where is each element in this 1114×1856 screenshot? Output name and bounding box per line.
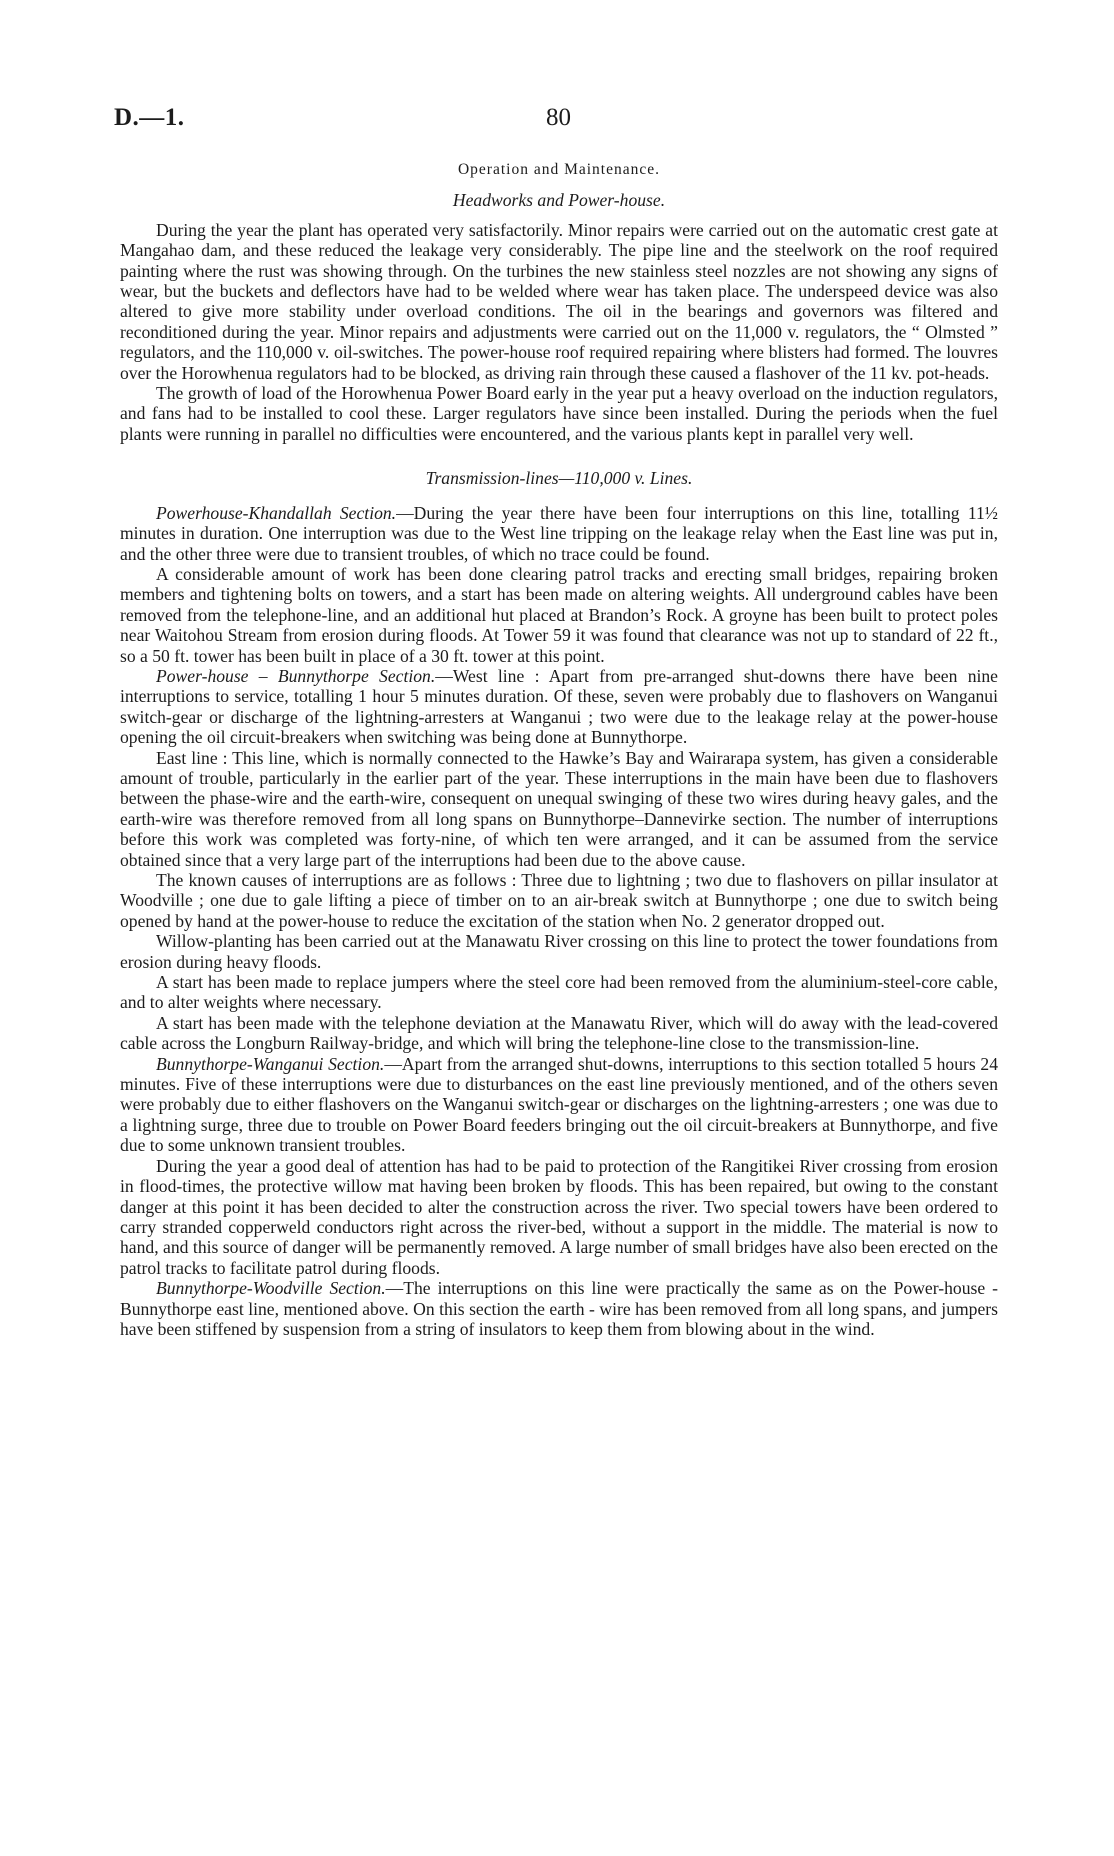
section-title: Operation and Maintenance. [457,161,661,178]
transmission-heading: Transmission-lines—110,000 v. Lines. [425,468,693,489]
bunnythorpe-section-title: Power-house – Bunnythorpe Section. [156,665,436,686]
wanganui-section-title: Bunnythorpe-Wanganui Section. [156,1053,385,1074]
page-body [120,160,998,1339]
woodville-section-title: Bunnythorpe-Woodville Section. [156,1278,386,1299]
khandallah-text: —During the year there have been four interruptions on this line, totalling 11½ minutes in duration. One interruption was due to the West line tripping on the leakage relay when the East line was put in, and the other three were due to transient troubles, of which no trace could be found. [120,502,998,564]
wanganui-paragraph [120,1054,998,1156]
jumpers-paragraph: A start has been made to replace jumpers where the steel core had been removed from the aluminium-steel-core cable, and to alter weights where necessary. [120,972,998,1013]
page-number: 80 [546,104,571,131]
khandallah-work-paragraph: A considerable amount of work has been done clearing patrol tracks and erecting small bridges, repairing broken members and tightening bolts on towers, and a start has been made on altering weights. All underground cables have been removed from the telephone-line, and an additional hut placed at Brandon’s Rock. A groyne has been built to protect poles near Waitohou Stream from erosion during floods. At Tower 59 it was found that clearance was not up to standard of 22 ft., so a 50 ft. tower has been built in place of a 30 ft. tower at this point. [120,563,998,666]
woodville-paragraph [120,1278,998,1339]
east-line-paragraph: East line : This line, which is normally connected to the Hawke’s Bay and Wairarapa system, has given a considerable amount of trouble, particularly in the earlier part of the year. These interruptions in the main have been due to flashovers between the phase-wire and the earth-wire, consequent on unequal swinging of these two wires during heavy gales, and the earth-wire was therefore removed from all long spans on Bunnythorpe–Dannevirke section. The number of interruptions before this work was completed was forty-nine, of which ten were arranged, and it can be assumed from the service obtained since that a very large part of the interruptions had been due to the above cause. [120,747,998,870]
document-reference: D.—1. [114,104,185,131]
woodville-text: —The interruptions on this line were practically the same as on the Power-house - Bunnythorpe east line, mentioned above. On this section the earth - wire has been removed from all long spans, and jumpers have been stiffened by suspension from a string of insulators to keep them from blowing about in the wind. [120,1278,998,1339]
bunnythorpe-text: —West line : Apart from pre-arranged shut-downs there have been nine interruptions to service, totalling 1 hour 5 minutes duration. Of these, seven were probably due to flashovers on Wanganui switch-gear or discharge of the lightning-arresters at Wanganui ; two were due to the leakage relay at the power-house opening the oil circuit-breakers when switching was being done at Bunnythorpe. [120,665,998,748]
willow-planting-paragraph: Willow-planting has been carried out at the Manawatu River crossing on this line to protect the tower foundations from erosion during heavy floods. [120,931,998,972]
telephone-deviation-paragraph: A start has been made with the telephone deviation at the Manawatu River, which will do away with the lead-covered cable across the Longburn Railway-bridge, and which will bring the telephone-line close to the transmission-line. [120,1012,998,1054]
interruption-causes-paragraph: The known causes of interruptions are as follows : Three due to lightning ; two due to flashovers on pillar insulator at Woodville ; one due to gale lifting a piece of timber on to an air-break switch at Bunnythorpe ; one due to switch being opened by hand at the power-house to reduce the excitation of the station when No. 2 generator dropped out. [120,870,998,931]
khandallah-paragraph [120,503,998,564]
headworks-paragraph: The growth of load of the Horowhenua Power Board early in the year put a heavy overload on the induction regulators, and fans had to be installed to cool these. Larger regulators have since been installed. During the periods when the fuel plants were running in parallel no difficulties were encountered, and the various plants kept in parallel very well. [120,383,998,444]
wanganui-text: —Apart from the arranged shut-downs, interruptions to this section totalled 5 hours 24 minutes. Five of these interruptions were due to disturbances on the east line previously mentioned, and of the others seven were probably due to either flashovers on the Wanganui switch-gear or discharges on the lightning-arresters ; one was due to a lightning surge, three due to trouble on Power Board feeders bringing out the oil circuit-breakers at Bunnythorpe, and five due to some unknown transient troubles. [120,1053,999,1156]
rangitikei-paragraph: During the year a good deal of attention has had to be paid to protection of the Rangitikei River crossing from erosion in flood-times, the protective willow mat having been broken by floods. This has been repaired, but owing to the constant danger at this point it has been decided to alter the construction across the river. Two special towers have been ordered to carry stranded copperweld conductors right across the river-bed, without a support in the middle. The material is now to hand, and this source of danger will be permanently removed. A large number of small bridges have also been erected on the patrol tracks to facilitate patrol during floods. [120,1155,998,1278]
headworks-heading: Headworks and Power-house. [452,190,666,211]
khandallah-section-title: Powerhouse-Khandallah Section. [156,502,397,523]
headworks-paragraph: During the year the plant has operated very satisfactorily. Minor repairs were carried out on the automatic crest gate at Mangahao dam, and these reduced the leakage very considerably. The pipe line and the steelwork on the roof required painting where the rust was showing through. On the turbines the new stainless steel nozzles are not showing any signs of wear, but the buckets and deflectors have had to be welded where wear has taken place. The underspeed device was also altered to give more stability under overload conditions. The oil in the bearings and governors was filtered and reconditioned during the year. Minor repairs and adjustments were carried out on the 11,000 v. regulators, the “ Olmsted ” regulators, and the 110,000 v. oil-switches. The power-house roof required repairing where blisters had formed. The louvres over the Horowhenua regulators had to be blocked, as driving rain through these caused a flashover of the 11 kv. pot-heads. [120,219,998,383]
bunnythorpe-paragraph [120,666,998,748]
